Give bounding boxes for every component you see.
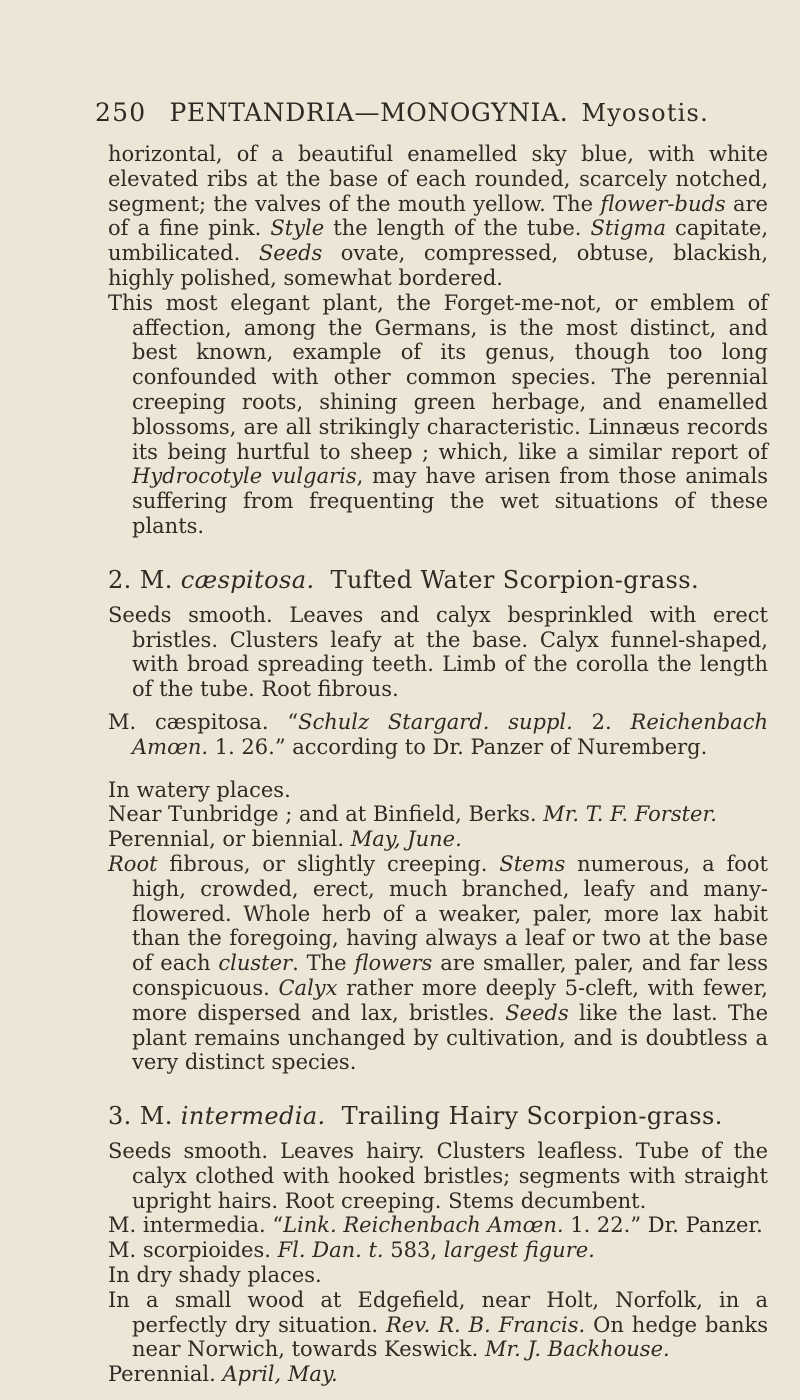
text-run: flower-buds <box>600 191 726 216</box>
paragraph-synonym-3b <box>108 1238 768 1263</box>
text-run: Root <box>108 851 158 876</box>
text-run: numerous, a foot high, crowded, erect, much branched, leafy and many-flowered. Whole herb of a weaker, paler, more lax habit than the foregoing, having always a leaf or two at the base of each <box>132 851 768 976</box>
text-run: In a small wood at Edgefield, near Holt, Norfolk, in a perfectly dry situation. <box>108 1287 768 1337</box>
text-run: M. intermedia. “ <box>108 1213 284 1238</box>
text-run: Rev. R. B. Francis. <box>385 1312 586 1337</box>
text-run: flowers <box>354 951 433 976</box>
text-run: are of a fine pink. <box>108 191 768 241</box>
text-run: are smaller, paler, and far less conspicuous. <box>132 951 769 1000</box>
text-run: Near Tunbridge ; and at Binfield, Berks. <box>108 802 544 827</box>
text-run: 583, <box>383 1238 444 1263</box>
text-run: cluster <box>218 951 293 976</box>
text-run: 1. 26.” according to Dr. Panzer of Nuremberg. <box>208 734 708 759</box>
species-common-name: Trailing Hairy Scorpion-grass. <box>341 1102 723 1131</box>
paragraph-diagnosis-3: Seeds smooth. Leaves hairy. Clusters leafless. Tube of the calyx clothed with hooked bristles; segments with straight upright hairs. Root creeping. Stems decumbent. <box>108 1139 768 1213</box>
paragraph-locality <box>108 802 768 827</box>
section-title: PENTANDRIA—MONOGYNIA. <box>169 98 569 127</box>
page-number: 250 <box>95 98 147 127</box>
text-run: . The <box>292 951 355 976</box>
body-text <box>108 142 768 1387</box>
text-run: horizontal, of a beautiful enamelled sky blue, with white elevated ribs at the base of each rounded, scarcely notched, segment; the valves of the mouth yellow. The <box>108 142 768 216</box>
text-run: Linnæus records its being hurtful to sheep ; which, like a similar report of <box>132 414 768 464</box>
text-run: Mr. T. F. Forster. <box>543 802 717 827</box>
text-run: largest figure. <box>443 1238 595 1263</box>
text-run: On hedge banks near Norwich, towards Keswick. <box>132 1312 768 1362</box>
paragraph-synonym-3a <box>108 1213 768 1238</box>
paragraph-diagnosis: Seeds smooth. Leaves and calyx besprinkled with erect bristles. Clusters leafy at the base. Calyx funnel-shaped, with broad spreading teeth. Limb of the corolla the length of the tube. Root fibrous. <box>108 602 768 702</box>
text-run: M. scorpioides. <box>108 1238 278 1263</box>
species-latin-name: intermedia. <box>180 1102 326 1131</box>
text-run: Hydrocotyle vulgaris <box>132 464 357 489</box>
paragraph-synonym <box>108 710 768 760</box>
text-run: Fl. Dan. t. <box>277 1238 384 1263</box>
text-run: M. cæspitosa. “ <box>108 709 299 734</box>
text-run: May, June. <box>350 827 462 852</box>
species-common-name: Tufted Water Scorpion-grass. <box>330 565 700 594</box>
paragraph-description <box>108 142 768 291</box>
spacer <box>108 760 768 778</box>
text-run: Perennial, or biennial. <box>108 827 351 852</box>
running-head <box>95 96 775 130</box>
text-run: Seeds <box>505 1000 569 1025</box>
text-run: Schulz Stargard. suppl. <box>298 709 573 734</box>
text-run: ovate, compressed, obtuse, blackish, highly polished, somewhat bordered. <box>108 241 768 290</box>
species-latin-name: cæspitosa. <box>180 565 315 594</box>
species-number: 2. M. <box>108 565 181 594</box>
text-run: like the last. The plant remains unchanged by cultivation, and is doubtless a very distinct species. <box>132 1000 768 1075</box>
species-heading-3 <box>108 1101 768 1131</box>
text-run: rather more deeply 5-cleft, with fewer, more dispersed and lax, bristles. <box>132 975 768 1025</box>
species-heading-2 <box>108 565 768 595</box>
text-run: Style <box>270 216 325 241</box>
text-run: Seeds <box>258 241 323 266</box>
text-run: 1. 22.” Dr. Panzer. <box>563 1213 763 1238</box>
text-run: fibrous, or slightly creeping. <box>157 851 500 876</box>
paragraph-habitat: In watery places. <box>108 777 291 802</box>
text-run: capitate, umbilicated. <box>108 216 769 266</box>
paragraph-duration <box>108 827 768 852</box>
paragraph-duration-3 <box>108 1362 768 1387</box>
text-run: , may have arisen from those animals suffering from frequenting the wet situations of these plants. <box>132 464 768 538</box>
text-run: April, May. <box>222 1362 338 1387</box>
genus-title: Myosotis. <box>581 99 709 127</box>
text-run: Stigma <box>590 216 666 241</box>
text-run: the length of the tube. <box>324 216 591 241</box>
text-run: This most elegant plant, the Forget-me-not, or emblem of affection, among the Germans, is the most distinct, and best known, example of its genus, though too long confounded with other common species. The perennial creeping roots, shining green herbage, and enamelled blossoms, are all strikingly characteristic. <box>108 290 768 439</box>
paragraph-locality-3 <box>108 1288 768 1362</box>
text-run: Perennial. <box>108 1362 223 1387</box>
text-run: 2. <box>572 709 631 734</box>
text-run: Reichenbach Amœn. <box>132 709 768 759</box>
paragraph-habitat-3: In dry shady places. <box>108 1263 322 1288</box>
species-number: 3. M. <box>108 1102 181 1131</box>
text-run: Link. Reichenbach Amœn. <box>283 1213 564 1238</box>
paragraph-description-2 <box>108 852 768 1075</box>
text-run: Calyx <box>278 975 338 1000</box>
text-run: Mr. J. Backhouse. <box>484 1337 670 1362</box>
text-run: Stems <box>499 851 566 876</box>
paragraph-remarks <box>108 291 768 539</box>
